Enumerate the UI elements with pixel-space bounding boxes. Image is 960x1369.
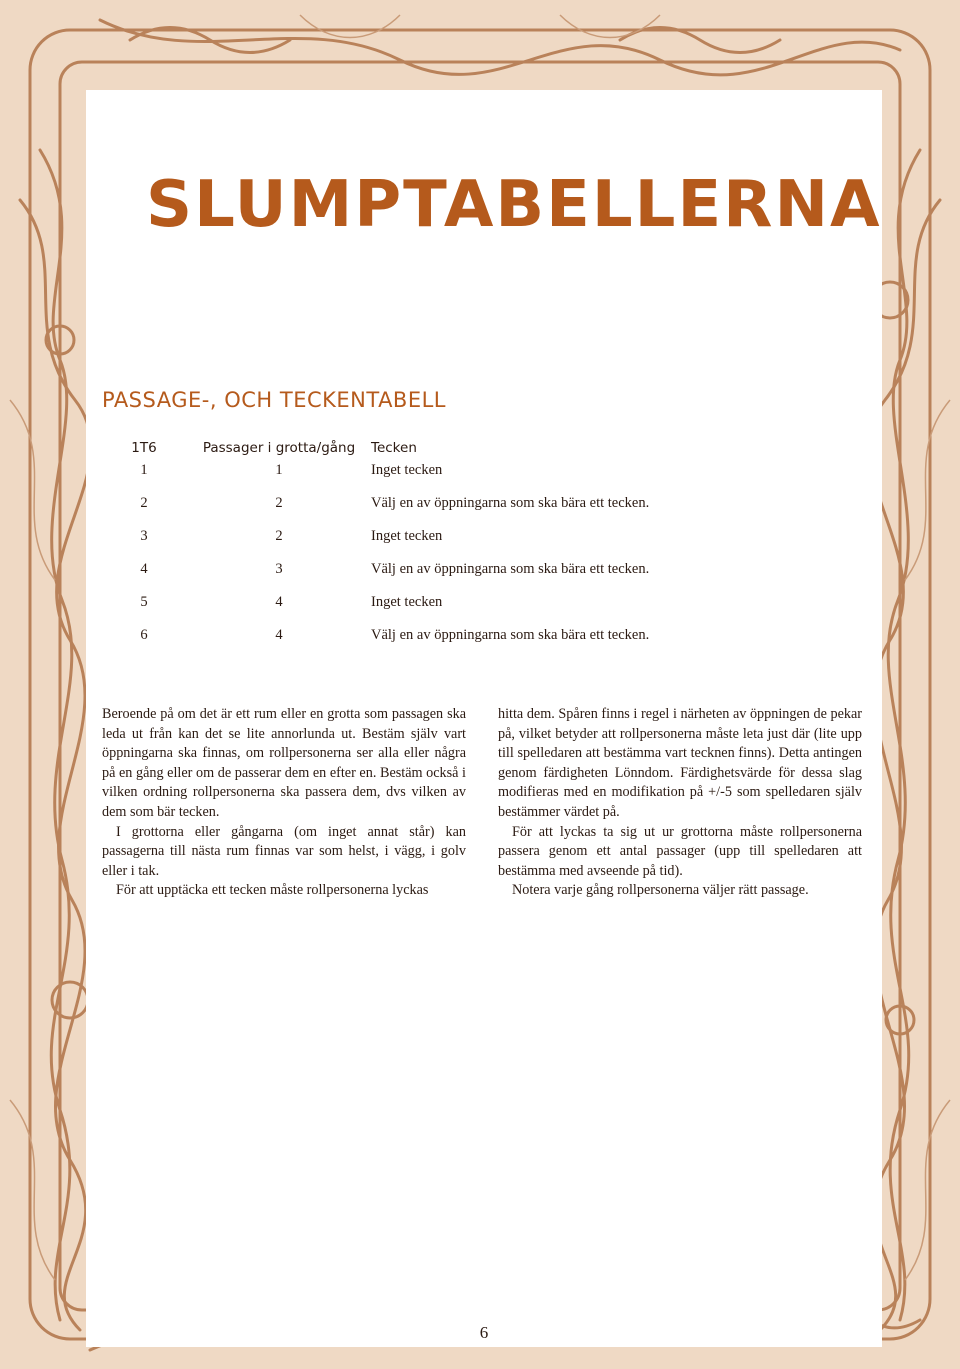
cell-sign: Inget tecken bbox=[371, 462, 443, 478]
table-row bbox=[106, 462, 706, 495]
paragraph: För att lyckas ta sig ut ur grottorna måste rollpersonerna passera genom ett antal passager (upp till spelledaren att bestämma med avseende på tid). bbox=[498, 823, 862, 879]
cell-roll: 6 bbox=[140, 627, 148, 643]
table-row bbox=[106, 594, 706, 627]
cell-roll: 1 bbox=[140, 462, 148, 478]
paragraph: I grottorna eller gångarna (om inget annat står) kan passagerna till nästa rum finnas var som helst, i vägg, i golv eller i tak. bbox=[102, 823, 466, 879]
table-row bbox=[106, 495, 706, 528]
paragraph: Notera varje gång rollpersonerna väljer rätt passage. bbox=[512, 882, 809, 899]
paragraph-continued: hitta dem. Spåren finns i regel i närheten av öppningen de pekar på, vilket betyder att rollpersonerna måste leta just där (lite upp till spelledaren att bestämma vart tecknen finns). Detta antingen genom färdigheten Lönndom. Färdighetsvärde för dessa slag modifieras med en modifikation på +/-5 som spelledaren själv bestämmer värdet på. bbox=[498, 706, 862, 820]
header-sign: Tecken bbox=[371, 440, 417, 456]
left-column bbox=[102, 705, 466, 901]
cell-passages: 1 bbox=[275, 462, 283, 478]
header-passages: Passager i grotta/gång bbox=[202, 440, 356, 456]
paragraph: Beroende på om det är ett rum eller en grotta som passagen ska leda ut från kan det se lite annorlunda ut. Bestäm själv vart öppningarna ska finnas, om rollpersonerna ser alla eller några på en gång eller om de passerar dem en efter en. Bestäm också i vilken ordning rollpersonerna ska passera dem, dvs vilken av dem som bär tecken. bbox=[102, 706, 466, 820]
cell-sign: Inget tecken bbox=[371, 528, 443, 544]
cell-sign: Välj en av öppningarna som ska bära ett tecken. bbox=[371, 495, 650, 511]
cell-roll: 2 bbox=[140, 495, 148, 511]
body-text-columns bbox=[102, 705, 862, 901]
passage-sign-table bbox=[106, 440, 706, 660]
table-row bbox=[106, 561, 706, 594]
cell-roll: 5 bbox=[140, 594, 148, 610]
section-heading: PASSAGE-, OCH TECKENTABELL bbox=[102, 388, 447, 412]
cell-sign: Välj en av öppningarna som ska bära ett tecken. bbox=[371, 561, 650, 577]
cell-roll: 3 bbox=[140, 528, 148, 544]
cell-passages: 3 bbox=[275, 561, 283, 577]
cell-passages: 4 bbox=[275, 627, 283, 643]
page-title: SLUMPTABELLERNA bbox=[146, 168, 882, 242]
table-row bbox=[106, 627, 706, 660]
cell-passages: 4 bbox=[275, 594, 283, 610]
cell-roll: 4 bbox=[140, 561, 148, 577]
table-header-row bbox=[106, 440, 706, 462]
right-column bbox=[498, 705, 862, 901]
cell-sign: Inget tecken bbox=[371, 594, 443, 610]
cell-passages: 2 bbox=[275, 495, 283, 511]
page-number: 6 bbox=[479, 1323, 489, 1342]
paragraph: För att upptäcka ett tecken måste rollpersonerna lyckas bbox=[116, 882, 429, 899]
table-row bbox=[106, 528, 706, 561]
cell-sign: Välj en av öppningarna som ska bära ett tecken. bbox=[371, 627, 650, 643]
page-content-panel bbox=[86, 90, 882, 1347]
cell-passages: 2 bbox=[275, 528, 283, 544]
header-die-roll: 1T6 bbox=[131, 440, 157, 456]
